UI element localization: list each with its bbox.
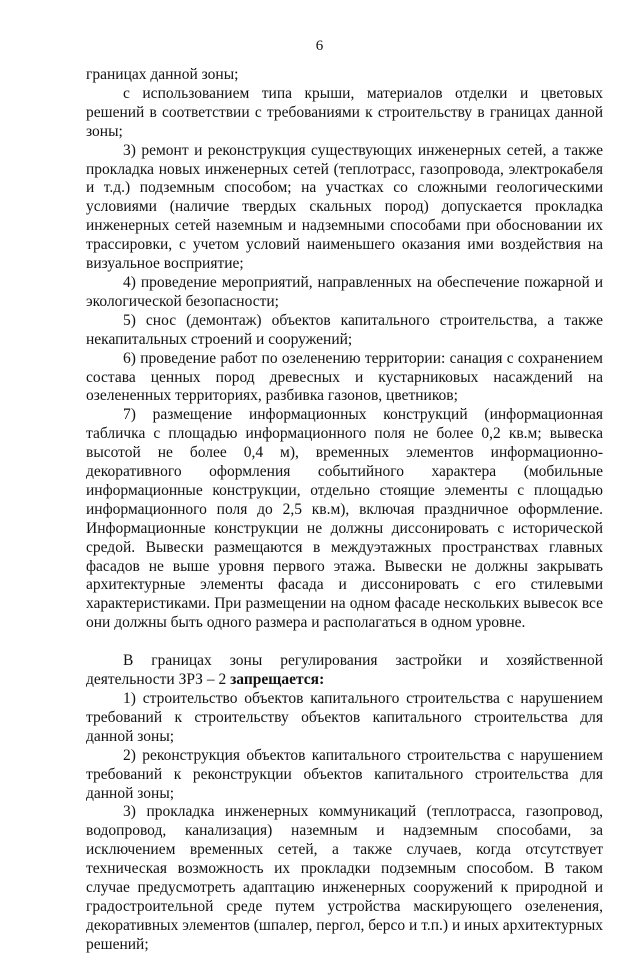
list-item-7-information-signs: 7) размещение информационных конструкций (информационная табличка с площадью информационного поля не более 0,2 кв.м; вывеска высотой не более 0,4 м), временных элементов информационно-декоративного оформления событийного характера (мобильные информационные конструкции, отдельно стоящие элементы с площадью информационного поля до 2,5 кв.м), включая праздничное оформление. Информационные конструкции не должны диссонировать с исторической средой. Вывески размещаются в междуэтажных пространствах главных фасадов не выше уровня первого этажа. Вывески не должны закрывать архитектурные элементы фасада и диссонировать с его стилевыми характеристиками. При размещении на одном фасаде нескольких вывесок все они должны быть одного размера и располагаться в одном уровне. <box>86 406 603 632</box>
section-intro-bold: запрещается: <box>230 671 325 689</box>
list-item-4-fire-safety: 4) проведение мероприятий, направленных на обеспечение пожарной и экологической безопасности; <box>86 273 603 310</box>
document-body <box>86 66 603 955</box>
list-item-5-demolition: 5) снос (демонтаж) объектов капитального строительства, а также некапитальных строений и сооружений; <box>86 311 603 348</box>
prohibited-item-3: 3) прокладка инженерных коммуникаций (теплотрасса, газопровод, водопровод, канализация) наземным и надземным способами, за исключением временных сетей, а также случаев, когда отсутствует техническая возможность их прокладки подземным способом. В таком случае предусмотреть адаптацию инженерных сооружений к природной и градостроительной среде путем устройства маскирующего озеленения, декоративных элементов (шпалер, пергол, берсо и т.п.) и иных архитектурных решений; <box>86 803 603 953</box>
list-item-3-engineering-networks: 3) ремонт и реконструкция существующих инженерных сетей, а также прокладка новых инженерных сетей (теплотрасс, газопровода, электрокабеля и т.д.) подземным способом; на участках со сложными геологическими условиями (наличие твердых скальных пород) допускается прокладка инженерных сетей наземным и надземными способами при обосновании их трассировки, с учетом условий наименьшего оказания ими воздействия на визуальное восприятие; <box>86 141 603 273</box>
prohibited-item-1: 1) строительство объектов капитального строительства с нарушением требований к строительству объектов капитального строительства для данной зоны; <box>86 690 603 745</box>
paragraph-continuation: границах данной зоны; <box>86 66 239 83</box>
section-intro-text: В границах зоны регулирования застройки и хозяйственной деятельности ЗРЗ – 2 <box>86 652 603 689</box>
section-heading-zrz2 <box>86 652 603 690</box>
prohibited-item-2: 2) реконструкция объектов капитального строительства с нарушением требований к реконструкции объектов капитального строительства для данной зоны; <box>86 746 603 802</box>
paragraph-roof-materials: с использованием типа крыши, материалов отделки и цветовых решений в соответствии с требованиями к строительству в границах данной зоны; <box>86 84 603 140</box>
page-number: 6 <box>315 38 324 54</box>
list-item-6-landscaping: 6) проведение работ по озеленению территории: санация с сохранением состава ценных пород древесных и кустарниковых насаждений на озелененных территориях, разбивка газонов, цветников; <box>86 349 603 405</box>
